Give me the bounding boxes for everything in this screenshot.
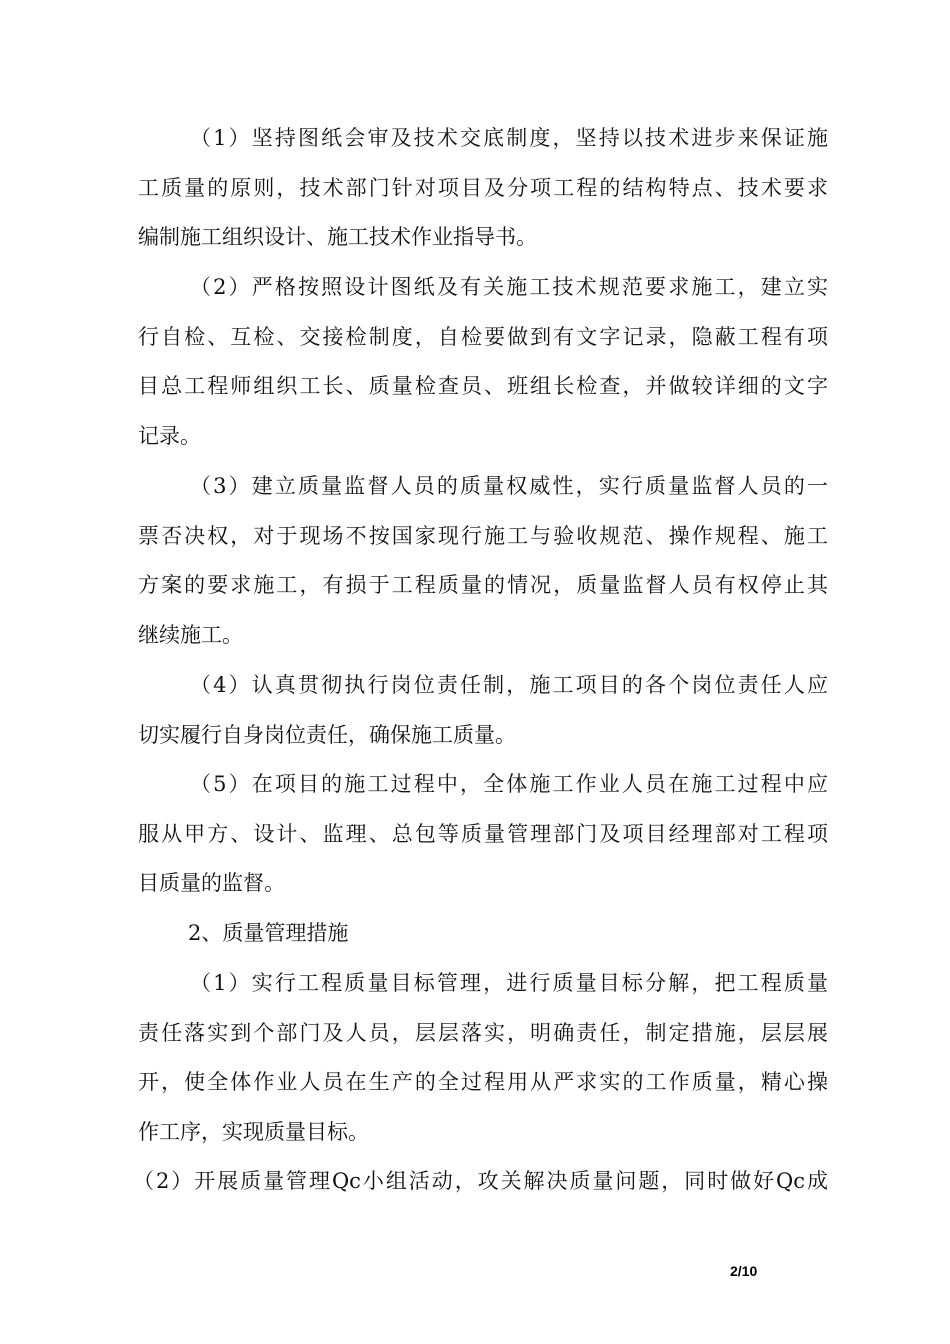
paragraph-1-line-3: 编制施工组织设计、施工技术作业指导书。 [138, 225, 537, 249]
paragraph-5-line-2: 服从甲方、设计、监理、总包等质量管理部门及项目经理部对工程项 [138, 822, 828, 846]
paragraph-2-line-1: （2）严格按照设计图纸及有关施工技术规范要求施工，建立实 [190, 275, 828, 299]
paragraph-2-line-2: 行自检、互检、交接检制度，自检要做到有文字记录，隐蔽工程有项 [138, 325, 828, 349]
page-number: 2/10 [730, 1263, 758, 1279]
paragraph-2-line-3: 目总工程师组织工长、质量检查员、班组长检查，并做较详细的文字 [138, 374, 828, 398]
paragraph-6-line-3: 开，使全体作业人员在生产的全过程用从严求实的工作质量，精心操 [138, 1070, 828, 1094]
paragraph-6-line-4: 作工序，实现质量目标。 [138, 1120, 369, 1144]
paragraph-5-line-3: 目质量的监督。 [138, 871, 285, 895]
paragraph-3-line-1: （3）建立质量监督人员的质量权威性，实行质量监督人员的一 [190, 474, 828, 498]
paragraph-3-line-2: 票否决权，对于现场不按国家现行施工与验收规范、操作规程、施工 [138, 524, 828, 548]
section-heading-quality-measures: 2、质量管理措施 [188, 921, 349, 945]
paragraph-1-line-1: （1）坚持图纸会审及技术交底制度，坚持以技术进步来保证施 [190, 126, 828, 150]
paragraph-4-line-1: （4）认真贯彻执行岗位责任制，施工项目的各个岗位责任人应 [190, 673, 828, 697]
paragraph-6-line-1: （1）实行工程质量目标管理，进行质量目标分解，把工程质量 [190, 971, 828, 995]
paragraph-7-line-1: （2）开展质量管理Qc小组活动，攻关解决质量问题，同时做好Qc成 [133, 1169, 828, 1193]
paragraph-1-line-2: 工质量的原则，技术部门针对项目及分项工程的结构特点、技术要求 [138, 176, 828, 200]
paragraph-3-line-4: 继续施工。 [138, 623, 243, 647]
paragraph-6-line-2: 责任落实到个部门及人员，层层落实，明确责任，制定措施，层层展 [138, 1021, 828, 1045]
paragraph-4-line-2: 切实履行自身岗位责任，确保施工质量。 [138, 723, 516, 747]
paragraph-5-line-1: （5）在项目的施工过程中，全体施工作业人员在施工过程中应 [190, 772, 828, 796]
paragraph-2-line-4: 记录。 [138, 424, 201, 448]
paragraph-3-line-3: 方案的要求施工，有损于工程质量的情况，质量监督人员有权停止其 [138, 573, 828, 597]
